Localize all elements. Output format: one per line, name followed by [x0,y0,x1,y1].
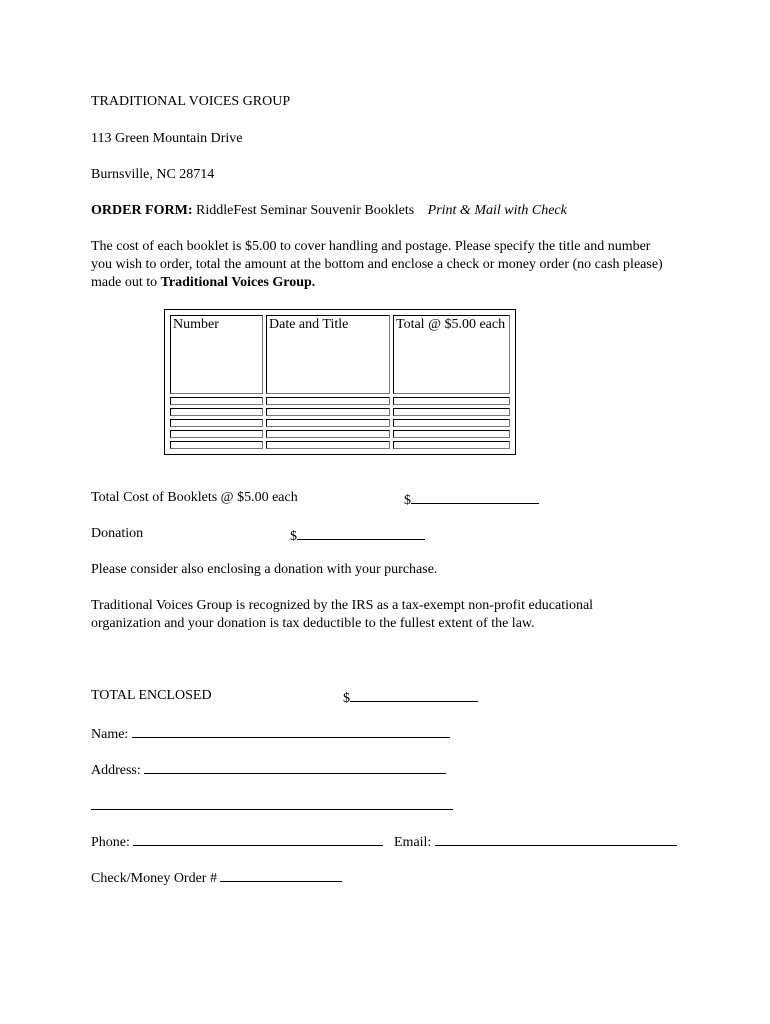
table-header-number: Number [170,315,263,394]
table-row [170,419,510,427]
date-title-cell[interactable] [266,419,390,427]
phone-field[interactable] [133,832,383,846]
check-row [91,868,342,887]
name-field[interactable] [132,724,450,738]
number-cell[interactable] [170,430,263,438]
total-cell[interactable] [393,408,510,416]
address-field[interactable] [144,760,446,774]
total-cell[interactable] [393,419,510,427]
table-header-date-title: Date and Title [266,315,390,394]
intro-text: The cost of each booklet is $5.00 to cover handling and postage. Please specify the title and number you wish to order, total the amount at the bottom and enclose a check or money order (no cash please) made out to [91,239,663,290]
table-row [170,441,510,449]
table-row [170,397,510,405]
email-row [394,832,677,851]
number-cell[interactable] [170,419,263,427]
total-enclosed-field[interactable] [343,688,478,707]
table-row [170,408,510,416]
address-label: Address: [91,763,145,778]
donation-field[interactable] [290,526,425,545]
address-line-2 [91,796,453,815]
table-row [170,430,510,438]
number-cell[interactable] [170,441,263,449]
phone-label: Phone: [91,835,134,850]
donation-note: Please consider also enclosing a donation with your purchase. [91,562,438,577]
org-name: TRADITIONAL VOICES GROUP [91,94,291,109]
address-row [91,760,446,779]
total-cell[interactable] [393,430,510,438]
order-table [164,309,516,455]
date-title-cell[interactable] [266,441,390,449]
table-header-total: Total @ $5.00 each [393,315,510,394]
name-label: Name: [91,727,132,742]
check-label: Check/Money Order # [91,871,221,886]
date-title-cell[interactable] [266,397,390,405]
check-number-field[interactable] [220,868,342,882]
intro-paragraph [91,238,671,292]
phone-row [91,832,383,851]
total-cell[interactable] [393,441,510,449]
order-form-title: RiddleFest Seminar Souvenir Booklets [196,203,415,218]
booklets-total-label: Total Cost of Booklets @ $5.00 each [91,490,298,505]
total-enclosed-label: TOTAL ENCLOSED [91,688,212,703]
intro-payee: Traditional Voices Group. [160,275,316,290]
table-header-row [170,315,510,394]
booklets-total-field[interactable] [404,490,539,509]
number-cell[interactable] [170,397,263,405]
currency-symbol: $ [343,691,350,706]
org-street: 113 Green Mountain Drive [91,131,243,146]
email-field[interactable] [435,832,677,846]
date-title-cell[interactable] [266,408,390,416]
order-form-instruction: Print & Mail with Check [427,203,567,218]
date-title-cell[interactable] [266,430,390,438]
order-form-label: ORDER FORM: [91,203,193,218]
currency-symbol: $ [404,493,411,508]
booklets-total-blank[interactable] [411,490,539,504]
name-row [91,724,450,743]
address-field-line-2[interactable] [91,796,453,810]
donation-label: Donation [91,526,144,541]
irs-note: Traditional Voices Group is recognized by the IRS as a tax-exempt non-profit educational organization and your donation is tax deductible to the fullest extent of the law. [91,598,594,631]
donation-blank[interactable] [297,526,425,540]
currency-symbol: $ [290,529,297,544]
email-label: Email: [394,835,435,850]
org-city: Burnsville, NC 28714 [91,167,215,182]
number-cell[interactable] [170,408,263,416]
total-cell[interactable] [393,397,510,405]
total-enclosed-blank[interactable] [350,688,478,702]
order-form-heading [91,203,567,219]
